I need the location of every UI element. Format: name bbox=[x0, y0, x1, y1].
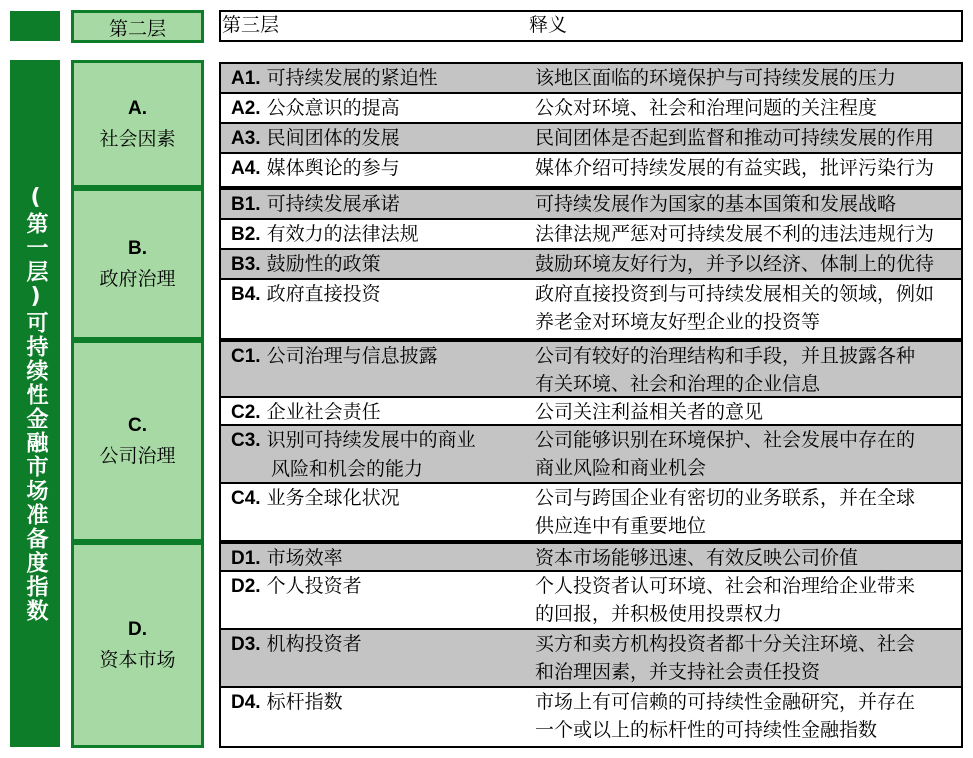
group-code: D. bbox=[128, 619, 147, 640]
row-definition: 政府直接投资到与可持续发展相关的领域，例如 养老金对环境友好型企业的投资等 bbox=[535, 283, 935, 333]
group-name: 政府治理 bbox=[99, 268, 176, 290]
group-name: 公司治理 bbox=[99, 445, 176, 467]
table-row bbox=[219, 542, 963, 572]
row-definition: 法律法规严惩对可持续发展不利的违法违规行为 bbox=[535, 223, 935, 245]
header-definition-label: 释义 bbox=[529, 14, 568, 36]
table-row bbox=[219, 396, 963, 426]
row-definition: 可持续发展作为国家的基本国策和发展战略 bbox=[535, 193, 897, 215]
row-item: D4. 标杆指数 bbox=[231, 691, 343, 713]
table-row bbox=[219, 628, 963, 688]
table-row bbox=[219, 424, 963, 484]
row-item: A4. 媒体舆论的参与 bbox=[231, 157, 400, 179]
row-definition: 公众对环境、社会和治理问题的关注程度 bbox=[535, 97, 878, 119]
row-definition: 公司关注利益相关者的意见 bbox=[535, 401, 764, 423]
row-definition: 资本市场能够迅速、有效反映公司价值 bbox=[535, 547, 859, 569]
table-row bbox=[219, 122, 963, 154]
table-row bbox=[219, 92, 963, 124]
row-item: C3. 识别可持续发展中的商业 风险和机会的能力 bbox=[231, 429, 476, 480]
row-definition: 该地区面临的环境保护与可持续发展的压力 bbox=[535, 67, 897, 89]
row-definition: 买方和卖方机构投资者都十分关注环境、社会 和治理因素，并支持社会责任投资 bbox=[535, 633, 916, 683]
table-row bbox=[219, 570, 963, 630]
table-row bbox=[219, 686, 963, 748]
row-item: D3. 机构投资者 bbox=[231, 633, 362, 655]
table-row bbox=[219, 248, 963, 280]
row-definition: 公司有较好的治理结构和手段，并且披露各种 有关环境、社会和治理的企业信息 bbox=[535, 345, 916, 395]
row-item: A2. 公众意识的提高 bbox=[231, 97, 400, 119]
group-code: B. bbox=[128, 238, 147, 259]
row-definition: 个人投资者认可环境、社会和治理给企业带来 的回报，并积极使用投票权力 bbox=[535, 575, 916, 625]
row-item: D1. 市场效率 bbox=[231, 547, 343, 569]
row-definition: 民间团体是否起到监督和推动可持续发展的作用 bbox=[535, 127, 935, 149]
row-item: C2. 企业社会责任 bbox=[231, 401, 381, 423]
row-item: C4. 业务全球化状况 bbox=[231, 487, 400, 509]
table-row bbox=[219, 278, 963, 340]
row-item: B2. 有效力的法律法规 bbox=[231, 223, 419, 245]
group-social bbox=[71, 60, 204, 188]
row-item: C1. 公司治理与信息披露 bbox=[231, 345, 438, 367]
layer1-title-text: (第一层)可持续性金融市场准备度指数 bbox=[23, 184, 48, 623]
row-definition: 鼓励环境友好行为，并予以经济、体制上的优待 bbox=[535, 253, 935, 275]
group-code: C. bbox=[128, 415, 147, 436]
header-layer1-cell bbox=[10, 11, 60, 41]
layer1-title bbox=[10, 60, 60, 747]
group-government bbox=[71, 188, 204, 340]
table-row bbox=[219, 188, 963, 220]
group-name: 社会因素 bbox=[99, 128, 176, 150]
row-item: B3. 鼓励性的政策 bbox=[231, 253, 381, 275]
row-item: A1. 可持续发展的紧迫性 bbox=[231, 67, 438, 89]
table-row bbox=[219, 218, 963, 250]
group-name: 资本市场 bbox=[99, 649, 176, 671]
table-row bbox=[219, 340, 963, 398]
row-item: B1. 可持续发展承诺 bbox=[231, 193, 400, 215]
group-corporate bbox=[71, 340, 204, 542]
table-row bbox=[219, 152, 963, 188]
row-definition: 公司能够识别在环境保护、社会发展中存在的 商业风险和商业机会 bbox=[535, 429, 916, 479]
header-layer3-label: 第三层 bbox=[222, 14, 280, 36]
row-item: A3. 民间团体的发展 bbox=[231, 127, 400, 149]
row-item: B4. 政府直接投资 bbox=[231, 283, 381, 305]
table-row bbox=[219, 62, 963, 94]
header-layer2 bbox=[71, 10, 204, 43]
row-definition: 公司与跨国企业有密切的业务联系，并在全球 供应连中有重要地位 bbox=[535, 487, 916, 537]
group-capital bbox=[71, 542, 204, 748]
header-layer2-label: 第二层 bbox=[108, 18, 166, 40]
row-item: D2. 个人投资者 bbox=[231, 575, 362, 597]
row-definition: 媒体介绍可持续发展的有益实践，批评污染行为 bbox=[535, 157, 935, 179]
table-row bbox=[219, 482, 963, 542]
row-definition: 市场上有可信赖的可持续性金融研究，并存在 一个或以上的标杆性的可持续性金融指数 bbox=[535, 691, 916, 741]
header-layer3 bbox=[219, 10, 963, 42]
group-code: A. bbox=[128, 98, 147, 119]
